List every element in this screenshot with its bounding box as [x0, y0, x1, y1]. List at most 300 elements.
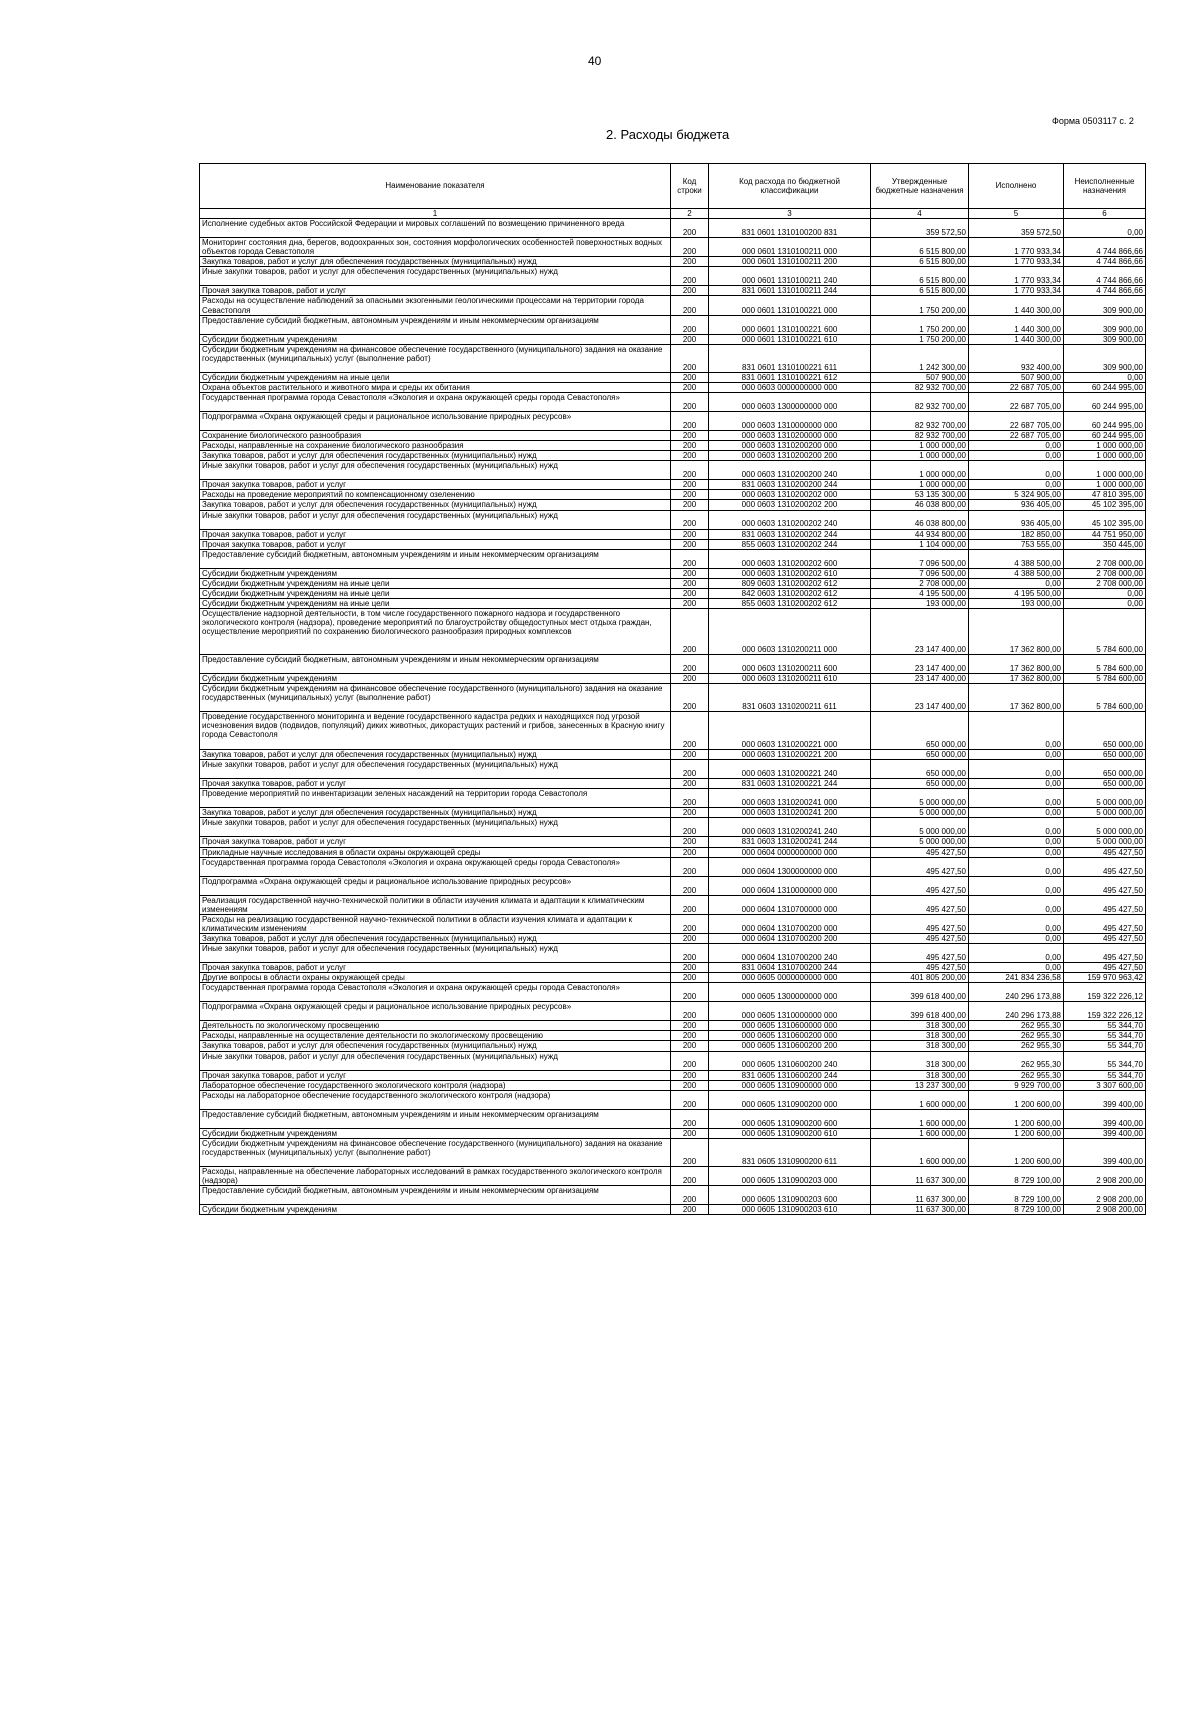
- cell-executed: 0,00: [969, 760, 1064, 779]
- cell-executed: 8 729 100,00: [969, 1166, 1064, 1185]
- cell-unexecuted: 495 427,50: [1064, 876, 1146, 895]
- cell-executed: 1 770 933,34: [969, 286, 1064, 296]
- cell-name: Подпрограмма «Охрана окружающей среды и рациональное использование природных ресурсов»: [200, 411, 671, 430]
- cell-name: Субсидии бюджетным учреждениям на иные цели: [200, 598, 671, 608]
- cell-unexecuted: 44 751 950,00: [1064, 529, 1146, 539]
- cell-code: 000 0603 1310200241 000: [709, 789, 871, 808]
- cell-executed: 0,00: [969, 847, 1064, 857]
- cell-approved: 495 427,50: [871, 876, 969, 895]
- cell-code: 000 0601 1310100211 200: [709, 257, 871, 267]
- cell-line: 200: [671, 1051, 709, 1070]
- cell-code: 000 0603 1310200202 200: [709, 500, 871, 510]
- column-number: 6: [1064, 209, 1146, 219]
- cell-approved: 53 135 300,00: [871, 490, 969, 500]
- cell-code: 000 0605 1310900200 000: [709, 1090, 871, 1109]
- cell-unexecuted: 309 900,00: [1064, 296, 1146, 315]
- cell-executed: 5 324 905,00: [969, 490, 1064, 500]
- cell-executed: 0,00: [969, 944, 1064, 963]
- table-row: [200, 296, 1146, 315]
- cell-line: 200: [671, 750, 709, 760]
- table-row: [200, 344, 1146, 372]
- cell-executed: 0,00: [969, 441, 1064, 451]
- table-row: [200, 895, 1146, 914]
- cell-code: 000 0601 1310100211 240: [709, 267, 871, 286]
- cell-unexecuted: 650 000,00: [1064, 760, 1146, 779]
- cell-code: 000 0603 1310200211 600: [709, 655, 871, 674]
- cell-approved: 318 300,00: [871, 1031, 969, 1041]
- cell-name: Иные закупки товаров, работ и услуг для обеспечения государственных (муниципальных) нужд: [200, 267, 671, 286]
- cell-name: Подпрограмма «Охрана окружающей среды и рациональное использование природных ресурсов»: [200, 1002, 671, 1021]
- cell-line: 200: [671, 411, 709, 430]
- table-row: [200, 1031, 1146, 1041]
- cell-code: 831 0605 1310600200 244: [709, 1070, 871, 1080]
- cell-code: 000 0604 1300000000 000: [709, 857, 871, 876]
- cell-approved: 1 600 000,00: [871, 1109, 969, 1128]
- cell-code: 842 0603 1310200202 612: [709, 588, 871, 598]
- cell-unexecuted: 0,00: [1064, 219, 1146, 238]
- cell-unexecuted: 4 744 866,66: [1064, 257, 1146, 267]
- column-number: 1: [200, 209, 671, 219]
- cell-code: 000 0605 1310600200 240: [709, 1051, 871, 1070]
- cell-code: 000 0603 1310200200 240: [709, 461, 871, 480]
- cell-approved: 1 750 200,00: [871, 296, 969, 315]
- cell-name: Прочая закупка товаров, работ и услуг: [200, 286, 671, 296]
- cell-line: 200: [671, 655, 709, 674]
- cell-approved: 495 427,50: [871, 847, 969, 857]
- cell-unexecuted: 495 427,50: [1064, 857, 1146, 876]
- cell-executed: 359 572,50: [969, 219, 1064, 238]
- form-code: Форма 0503117 с. 2: [1052, 116, 1134, 126]
- cell-approved: 1 600 000,00: [871, 1138, 969, 1166]
- table-row: [200, 539, 1146, 549]
- cell-executed: 0,00: [969, 779, 1064, 789]
- table-row: [200, 712, 1146, 750]
- cell-executed: 182 850,00: [969, 529, 1064, 539]
- cell-code: 000 0604 1310700200 240: [709, 944, 871, 963]
- cell-code: 000 0601 1310100221 610: [709, 334, 871, 344]
- cell-line: 200: [671, 500, 709, 510]
- cell-executed: 22 687 705,00: [969, 382, 1064, 392]
- cell-line: 200: [671, 219, 709, 238]
- cell-unexecuted: 399 400,00: [1064, 1109, 1146, 1128]
- cell-unexecuted: 55 344,70: [1064, 1041, 1146, 1051]
- cell-name: Субсидии бюджетным учреждениям на финансовое обеспечение государственного (муниципального) задания на оказание государственных (муниципальных) услуг (выполнение работ): [200, 1138, 671, 1166]
- cell-unexecuted: 495 427,50: [1064, 914, 1146, 933]
- cell-unexecuted: 45 102 395,00: [1064, 500, 1146, 510]
- cell-executed: 1 440 300,00: [969, 296, 1064, 315]
- cell-name: Прочая закупка товаров, работ и услуг: [200, 779, 671, 789]
- cell-name: Закупка товаров, работ и услуг для обеспечения государственных (муниципальных) нужд: [200, 750, 671, 760]
- cell-code: 000 0603 1310200200 200: [709, 451, 871, 461]
- cell-code: 831 0601 1310100200 831: [709, 219, 871, 238]
- cell-name: Государственная программа города Севастополя «Экология и охрана окружающей среды города Севастополя»: [200, 983, 671, 1002]
- cell-approved: 318 300,00: [871, 1070, 969, 1080]
- cell-line: 200: [671, 895, 709, 914]
- cell-code: 000 0604 1310700200 200: [709, 934, 871, 944]
- cell-code: 000 0603 1310200241 240: [709, 818, 871, 837]
- cell-executed: 262 955,30: [969, 1041, 1064, 1051]
- cell-unexecuted: 399 400,00: [1064, 1138, 1146, 1166]
- cell-name: Расходы, направленные на обеспечение лабораторных исследований в рамках государственного экологического контроля (надзора): [200, 1166, 671, 1185]
- cell-executed: 9 929 700,00: [969, 1080, 1064, 1090]
- cell-unexecuted: 5 000 000,00: [1064, 818, 1146, 837]
- cell-unexecuted: 495 427,50: [1064, 934, 1146, 944]
- cell-code: 000 0603 1310200221 000: [709, 712, 871, 750]
- cell-unexecuted: 650 000,00: [1064, 712, 1146, 750]
- column-header-executed: Исполнено: [969, 164, 1064, 209]
- cell-approved: 1 000 000,00: [871, 441, 969, 451]
- table-row: [200, 1002, 1146, 1021]
- cell-name: Закупка товаров, работ и услуг для обеспечения государственных (муниципальных) нужд: [200, 451, 671, 461]
- table-row: [200, 372, 1146, 382]
- table-row: [200, 480, 1146, 490]
- cell-approved: 11 637 300,00: [871, 1205, 969, 1215]
- cell-name: Предоставление субсидий бюджетным, автономным учреждениям и иным некоммерческим организациям: [200, 549, 671, 568]
- cell-executed: 0,00: [969, 789, 1064, 808]
- cell-unexecuted: 0,00: [1064, 598, 1146, 608]
- cell-name: Закупка товаров, работ и услуг для обеспечения государственных (муниципальных) нужд: [200, 1041, 671, 1051]
- cell-unexecuted: 1 000 000,00: [1064, 451, 1146, 461]
- cell-executed: 1 200 600,00: [969, 1090, 1064, 1109]
- cell-approved: 359 572,50: [871, 219, 969, 238]
- column-header-unexecuted: Неисполненные назначения: [1064, 164, 1146, 209]
- cell-line: 200: [671, 837, 709, 847]
- cell-code: 000 0603 1310200202 240: [709, 510, 871, 529]
- cell-code: 831 0603 1310200221 244: [709, 779, 871, 789]
- table-row: [200, 451, 1146, 461]
- cell-line: 200: [671, 1041, 709, 1051]
- cell-approved: 6 515 800,00: [871, 238, 969, 257]
- cell-name: Сохранение биологического разнообразия: [200, 430, 671, 440]
- table-row: [200, 1109, 1146, 1128]
- table-row: [200, 983, 1146, 1002]
- cell-code: 000 0605 1300000000 000: [709, 983, 871, 1002]
- table-row: [200, 1051, 1146, 1070]
- table-row: [200, 529, 1146, 539]
- cell-line: 200: [671, 1031, 709, 1041]
- cell-executed: 8 729 100,00: [969, 1186, 1064, 1205]
- column-header-classification-code: Код расхода по бюджетной классификации: [709, 164, 871, 209]
- cell-code: 000 0603 1310200202 600: [709, 549, 871, 568]
- cell-approved: 6 515 800,00: [871, 257, 969, 267]
- cell-name: Субсидии бюджетным учреждениям: [200, 1205, 671, 1215]
- cell-executed: 0,00: [969, 808, 1064, 818]
- table-row: [200, 588, 1146, 598]
- cell-approved: 495 427,50: [871, 914, 969, 933]
- cell-executed: 241 834 236,58: [969, 973, 1064, 983]
- table-row: [200, 944, 1146, 963]
- cell-code: 831 0603 1310200241 244: [709, 837, 871, 847]
- cell-code: 000 0605 0000000000 000: [709, 973, 871, 983]
- cell-line: 200: [671, 1205, 709, 1215]
- cell-code: 855 0603 1310200202 244: [709, 539, 871, 549]
- cell-name: Иные закупки товаров, работ и услуг для обеспечения государственных (муниципальных) нужд: [200, 944, 671, 963]
- cell-name: Субсидии бюджетным учреждениям: [200, 334, 671, 344]
- cell-code: 000 0603 1310200000 000: [709, 430, 871, 440]
- cell-code: 855 0603 1310200202 612: [709, 598, 871, 608]
- cell-name: Прочая закупка товаров, работ и услуг: [200, 539, 671, 549]
- cell-approved: 399 618 400,00: [871, 1002, 969, 1021]
- table-row: [200, 461, 1146, 480]
- cell-executed: 1 200 600,00: [969, 1109, 1064, 1128]
- cell-approved: 1 000 000,00: [871, 451, 969, 461]
- cell-name: Иные закупки товаров, работ и услуг для обеспечения государственных (муниципальных) нужд: [200, 818, 671, 837]
- cell-executed: 1 200 600,00: [969, 1138, 1064, 1166]
- table-row: [200, 286, 1146, 296]
- cell-code: 000 0603 1310200202 610: [709, 568, 871, 578]
- cell-executed: 0,00: [969, 895, 1064, 914]
- cell-executed: 932 400,00: [969, 344, 1064, 372]
- cell-line: 200: [671, 779, 709, 789]
- table-row: [200, 674, 1146, 684]
- cell-unexecuted: 1 000 000,00: [1064, 461, 1146, 480]
- cell-name: Иные закупки товаров, работ и услуг для обеспечения государственных (муниципальных) нужд: [200, 461, 671, 480]
- column-number: 2: [671, 209, 709, 219]
- cell-code: 000 0603 1310200202 000: [709, 490, 871, 500]
- table-row: [200, 257, 1146, 267]
- table-row: [200, 430, 1146, 440]
- cell-code: 000 0601 1310100221 600: [709, 315, 871, 334]
- cell-unexecuted: 1 000 000,00: [1064, 441, 1146, 451]
- cell-executed: 936 405,00: [969, 500, 1064, 510]
- cell-unexecuted: 47 810 395,00: [1064, 490, 1146, 500]
- cell-name: Деятельность по экологическому просвещению: [200, 1021, 671, 1031]
- cell-code: 000 0605 1310900203 000: [709, 1166, 871, 1185]
- cell-line: 200: [671, 963, 709, 973]
- cell-executed: 0,00: [969, 451, 1064, 461]
- cell-executed: 753 555,00: [969, 539, 1064, 549]
- cell-executed: 0,00: [969, 857, 1064, 876]
- cell-unexecuted: 60 244 995,00: [1064, 411, 1146, 430]
- cell-executed: 936 405,00: [969, 510, 1064, 529]
- table-row: [200, 1080, 1146, 1090]
- cell-executed: 262 955,30: [969, 1051, 1064, 1070]
- cell-line: 200: [671, 1090, 709, 1109]
- cell-code: 000 0603 1310200221 200: [709, 750, 871, 760]
- cell-executed: 1 440 300,00: [969, 334, 1064, 344]
- cell-line: 200: [671, 510, 709, 529]
- cell-name: Прочая закупка товаров, работ и услуг: [200, 1070, 671, 1080]
- cell-executed: 1 770 933,34: [969, 257, 1064, 267]
- table-row: [200, 876, 1146, 895]
- cell-code: 000 0605 1310600200 200: [709, 1041, 871, 1051]
- cell-line: 200: [671, 568, 709, 578]
- cell-code: 809 0603 1310200202 612: [709, 578, 871, 588]
- cell-name: Субсидии бюджетным учреждениям: [200, 1128, 671, 1138]
- table-row: [200, 598, 1146, 608]
- cell-line: 200: [671, 1080, 709, 1090]
- cell-code: 000 0603 1310200200 000: [709, 441, 871, 451]
- cell-approved: 318 300,00: [871, 1051, 969, 1070]
- cell-line: 200: [671, 430, 709, 440]
- cell-line: 200: [671, 789, 709, 808]
- cell-line: 200: [671, 372, 709, 382]
- cell-name: Предоставление субсидий бюджетным, автономным учреждениям и иным некоммерческим организациям: [200, 1186, 671, 1205]
- cell-unexecuted: 60 244 995,00: [1064, 430, 1146, 440]
- table-row: [200, 441, 1146, 451]
- cell-unexecuted: 2 708 000,00: [1064, 549, 1146, 568]
- cell-name: Субсидии бюджетным учреждениям: [200, 674, 671, 684]
- cell-unexecuted: 309 900,00: [1064, 344, 1146, 372]
- table-row: [200, 934, 1146, 944]
- cell-name: Субсидии бюджетным учреждениям на иные цели: [200, 372, 671, 382]
- cell-line: 200: [671, 480, 709, 490]
- cell-executed: 262 955,30: [969, 1021, 1064, 1031]
- cell-unexecuted: 0,00: [1064, 588, 1146, 598]
- cell-unexecuted: 159 322 226,12: [1064, 983, 1146, 1002]
- cell-executed: 0,00: [969, 750, 1064, 760]
- cell-code: 000 0601 1310100221 000: [709, 296, 871, 315]
- cell-executed: 17 362 800,00: [969, 674, 1064, 684]
- column-number-row: [200, 209, 1146, 219]
- cell-unexecuted: 55 344,70: [1064, 1031, 1146, 1041]
- cell-executed: 0,00: [969, 480, 1064, 490]
- cell-name: Осуществление надзорной деятельности, в том числе государственного пожарного надзора и государственного экологического контроля (надзора), проведение мероприятий по благоустройству общедоступных мест отдыха граждан, осуществление мероприятий по сохранению биологического разнообразия природных комплексов: [200, 609, 671, 655]
- cell-approved: 1 000 000,00: [871, 461, 969, 480]
- cell-name: Прочая закупка товаров, работ и услуг: [200, 480, 671, 490]
- cell-code: 000 0605 1310900203 610: [709, 1205, 871, 1215]
- table-row: [200, 315, 1146, 334]
- cell-name: Прочая закупка товаров, работ и услуг: [200, 963, 671, 973]
- cell-code: 831 0603 1310200200 244: [709, 480, 871, 490]
- cell-approved: 13 237 300,00: [871, 1080, 969, 1090]
- cell-approved: 82 932 700,00: [871, 430, 969, 440]
- cell-name: Расходы на лабораторное обеспечение государственного экологического контроля (надзора): [200, 1090, 671, 1109]
- cell-unexecuted: 650 000,00: [1064, 779, 1146, 789]
- column-header-line-code: Код строки: [671, 164, 709, 209]
- cell-approved: 82 932 700,00: [871, 382, 969, 392]
- cell-code: 831 0601 1310100211 244: [709, 286, 871, 296]
- cell-name: Прочая закупка товаров, работ и услуг: [200, 837, 671, 847]
- cell-executed: 22 687 705,00: [969, 392, 1064, 411]
- cell-name: Расходы на реализацию государственной научно-технической политики в области изучения климата и адаптации к климатическим изменениям: [200, 914, 671, 933]
- cell-executed: 0,00: [969, 876, 1064, 895]
- cell-line: 200: [671, 1002, 709, 1021]
- table-row: [200, 510, 1146, 529]
- cell-line: 200: [671, 760, 709, 779]
- cell-executed: 262 955,30: [969, 1031, 1064, 1041]
- cell-line: 200: [671, 1070, 709, 1080]
- cell-code: 000 0605 1310900200 610: [709, 1128, 871, 1138]
- cell-line: 200: [671, 315, 709, 334]
- column-header-name: Наименование показателя: [200, 164, 671, 209]
- cell-approved: 193 000,00: [871, 598, 969, 608]
- cell-unexecuted: 5 784 600,00: [1064, 609, 1146, 655]
- cell-approved: 44 934 800,00: [871, 529, 969, 539]
- cell-executed: 240 296 173,88: [969, 983, 1064, 1002]
- table-row: [200, 1090, 1146, 1109]
- cell-line: 200: [671, 490, 709, 500]
- cell-executed: 0,00: [969, 712, 1064, 750]
- cell-name: Закупка товаров, работ и услуг для обеспечения государственных (муниципальных) нужд: [200, 257, 671, 267]
- table-row: [200, 1166, 1146, 1185]
- cell-name: Охрана объектов растительного и животного мира и среды их обитания: [200, 382, 671, 392]
- column-header-approved: Утвержденные бюджетные назначения: [871, 164, 969, 209]
- cell-name: Иные закупки товаров, работ и услуг для обеспечения государственных (муниципальных) нужд: [200, 760, 671, 779]
- cell-unexecuted: 1 000 000,00: [1064, 480, 1146, 490]
- table-row: [200, 392, 1146, 411]
- table-row: [200, 684, 1146, 712]
- cell-code: 000 0605 1310600200 000: [709, 1031, 871, 1041]
- table-row: [200, 1070, 1146, 1080]
- cell-name: Предоставление субсидий бюджетным, автономным учреждениям и иным некоммерческим организациям: [200, 1109, 671, 1128]
- cell-name: Реализация государственной научно-технической политики в области изучения климата и адаптации к климатическим изменениям: [200, 895, 671, 914]
- cell-executed: 507 900,00: [969, 372, 1064, 382]
- cell-name: Расходы, направленные на осуществление деятельности по экологическому просвещению: [200, 1031, 671, 1041]
- cell-executed: 17 362 800,00: [969, 655, 1064, 674]
- cell-code: 000 0605 1310900200 600: [709, 1109, 871, 1128]
- cell-approved: 23 147 400,00: [871, 674, 969, 684]
- cell-name: Государственная программа города Севастополя «Экология и охрана окружающей среды города Севастополя»: [200, 857, 671, 876]
- cell-executed: 0,00: [969, 963, 1064, 973]
- cell-line: 200: [671, 1109, 709, 1128]
- cell-unexecuted: 399 400,00: [1064, 1090, 1146, 1109]
- table-row: [200, 219, 1146, 238]
- cell-approved: 399 618 400,00: [871, 983, 969, 1002]
- cell-line: 200: [671, 847, 709, 857]
- cell-line: 200: [671, 392, 709, 411]
- cell-executed: 1 440 300,00: [969, 315, 1064, 334]
- cell-approved: 5 000 000,00: [871, 789, 969, 808]
- cell-line: 200: [671, 973, 709, 983]
- cell-unexecuted: 5 784 600,00: [1064, 655, 1146, 674]
- table-row: [200, 1138, 1146, 1166]
- cell-name: Субсидии бюджетным учреждениям на иные цели: [200, 578, 671, 588]
- cell-approved: 1 242 300,00: [871, 344, 969, 372]
- cell-code: 000 0604 1310700200 000: [709, 914, 871, 933]
- cell-code: 831 0603 1310200202 244: [709, 529, 871, 539]
- cell-code: 000 0603 0000000000 000: [709, 382, 871, 392]
- cell-line: 200: [671, 1166, 709, 1185]
- cell-approved: 650 000,00: [871, 779, 969, 789]
- cell-approved: 46 038 800,00: [871, 510, 969, 529]
- cell-line: 200: [671, 1021, 709, 1031]
- table-row: [200, 857, 1146, 876]
- cell-unexecuted: 495 427,50: [1064, 944, 1146, 963]
- cell-name: Лабораторное обеспечение государственного экологического контроля (надзора): [200, 1080, 671, 1090]
- cell-approved: 11 637 300,00: [871, 1166, 969, 1185]
- cell-unexecuted: 4 744 866,66: [1064, 286, 1146, 296]
- table-row: [200, 1205, 1146, 1215]
- table-row: [200, 963, 1146, 973]
- cell-unexecuted: 5 000 000,00: [1064, 837, 1146, 847]
- cell-line: 200: [671, 684, 709, 712]
- cell-code: 000 0605 1310900000 000: [709, 1080, 871, 1090]
- column-number: 3: [709, 209, 871, 219]
- table-row: [200, 760, 1146, 779]
- cell-approved: 7 096 500,00: [871, 568, 969, 578]
- cell-line: 200: [671, 382, 709, 392]
- page-number: 40: [588, 54, 602, 68]
- cell-approved: 82 932 700,00: [871, 411, 969, 430]
- cell-approved: 46 038 800,00: [871, 500, 969, 510]
- cell-name: Закупка товаров, работ и услуг для обеспечения государственных (муниципальных) нужд: [200, 500, 671, 510]
- table-row: [200, 847, 1146, 857]
- cell-line: 200: [671, 578, 709, 588]
- table-row: [200, 411, 1146, 430]
- cell-name: Предоставление субсидий бюджетным, автономным учреждениям и иным некоммерческим организациям: [200, 655, 671, 674]
- cell-name: Расходы на осуществление наблюдений за опасными экзогенными геологическими процессами на территории города Севастополя: [200, 296, 671, 315]
- cell-executed: 1 770 933,34: [969, 238, 1064, 257]
- table-row: [200, 808, 1146, 818]
- cell-unexecuted: 55 344,70: [1064, 1051, 1146, 1070]
- cell-line: 200: [671, 808, 709, 818]
- table-row: [200, 1021, 1146, 1031]
- cell-line: 200: [671, 876, 709, 895]
- cell-name: Проведение мероприятий по инвентаризации зеленых насаждений на территории города Севастополя: [200, 789, 671, 808]
- cell-unexecuted: 60 244 995,00: [1064, 382, 1146, 392]
- cell-code: 831 0601 1310100221 611: [709, 344, 871, 372]
